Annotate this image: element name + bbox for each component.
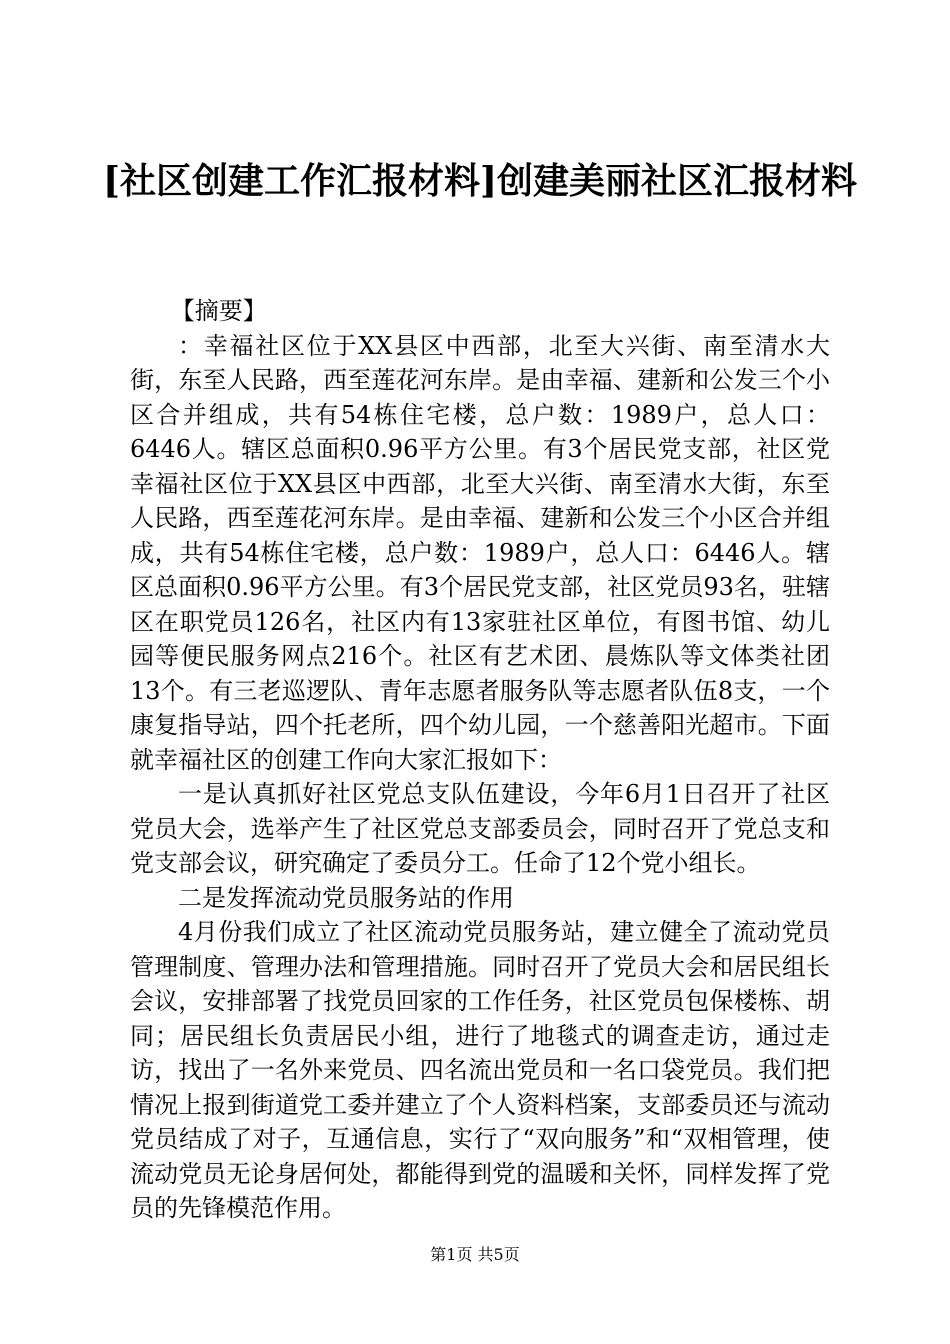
paragraph-2: 4月份我们成立了社区流动党员服务站，建立健全了流动党员管理制度、管理办法和管理措施。同时召开了党员大会和居民组长会议，安排部署了找党员回家的工作任务，社区党员包保楼栋、胡同；居民组长负责居民小组，进行了地毯式的调查走访，通过走访，找出了一名外来党员、四名流出党员和一名口袋党员。我们把情况上报到街道党工委并建立了个人资料档案，支部委员还与流动党员结成了对子，互通信息，实行了“双向服务”和“双相管理，使流动党员无论身居何处，都能得到党的温暖和关怀，同样发挥了党员的先锋模范作用。	[130, 918, 830, 1222]
page-number: 第1页 共5页	[430, 1245, 520, 1264]
abstract-paragraph: ：幸福社区位于XX县区中西部，北至大兴街、南至清水大街，东至人民路，西至莲花河东岸。是由幸福、建新和公发三个小区合并组成，共有54栋住宅楼，总户数：1989户，总人口：6446人。辖区总面积0.96平方公里。有3个居民党支部，社区党幸福社区位于XX县区中西部，北至大兴街、南至清水大街，东至人民路，西至莲花河东岸。是由幸福、建新和公发三个小区合并组成，共有54栋住宅楼，总户数：1989户，总人口：6446人。辖区总面积0.96平方公里。有3个居民党支部，社区党员93名，驻辖区在职党员126名，社区内有13家驻社区单位，有图书馆、幼儿园等便民服务网点216个。社区有艺术团、晨炼队等文体类社团13个。有三老巡逻队、青年志愿者服务队等志愿者队伍8支，一个康复指导站，四个托老所，四个幼儿园，一个慈善阳光超市。下面就幸福社区的创建工作向大家汇报如下：	[130, 331, 830, 774]
paragraph-1: 一是认真抓好社区党总支队伍建设，今年6月1日召开了社区党员大会，选举产生了社区党总支部委员会，同时召开了党总支和党支部会议，研究确定了委员分工。任命了12个党小组长。	[130, 780, 830, 877]
section-heading-2: 二是发挥流动党员服务站的作用	[178, 883, 514, 912]
abstract-label: 【摘要】	[170, 297, 267, 325]
document-title: [社区创建工作汇报材料]创建美丽社区汇报材料	[102, 160, 858, 202]
document-body	[130, 294, 830, 1226]
